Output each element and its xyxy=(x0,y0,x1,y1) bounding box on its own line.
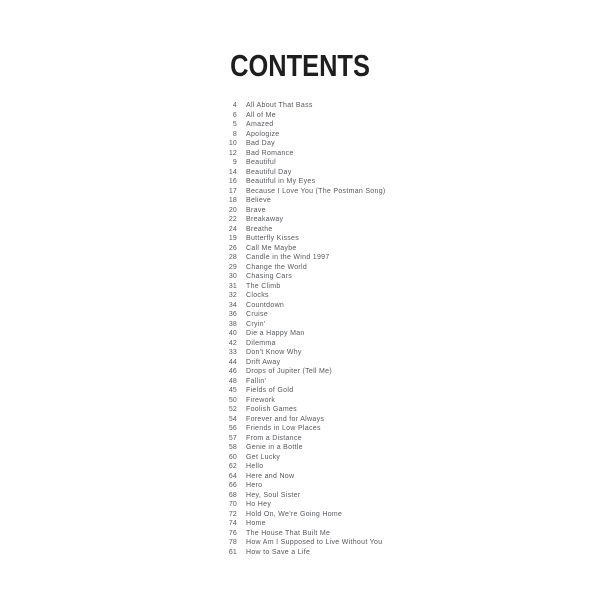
toc-song-title: The Climb xyxy=(246,282,281,290)
toc-song-title: Apologize xyxy=(246,130,280,138)
toc-song-title: Fields of Gold xyxy=(246,387,294,394)
toc-row xyxy=(205,491,565,501)
toc-song-title: Hold On, We're Going Home xyxy=(246,510,343,518)
toc-page-number: 58 xyxy=(228,444,237,451)
toc-row xyxy=(205,234,565,244)
toc-song-title: Dilemma xyxy=(246,339,276,347)
toc-row xyxy=(205,196,565,206)
toc-song-title: The House That Built Me xyxy=(246,529,331,537)
toc-page-number: 32 xyxy=(228,292,237,299)
toc-page-number: 26 xyxy=(228,244,237,252)
toc-row xyxy=(205,434,565,444)
toc-list xyxy=(205,101,565,557)
toc-song-title: Die a Happy Man xyxy=(246,330,305,337)
toc-page-number: 45 xyxy=(228,387,237,394)
toc-row xyxy=(205,472,565,482)
toc-row xyxy=(205,158,565,168)
toc-song-title: Firework xyxy=(246,396,276,404)
toc-row xyxy=(205,320,565,330)
toc-page-number: 34 xyxy=(228,301,237,309)
toc-page-number: 30 xyxy=(228,273,237,280)
toc-song-title: Get Lucky xyxy=(246,453,281,461)
toc-row xyxy=(205,358,565,368)
toc-song-title: Bad Day xyxy=(246,140,275,147)
toc-row xyxy=(205,149,565,159)
toc-song-title: Hero xyxy=(246,482,263,489)
toc-song-title: How Am I Supposed to Live Without You xyxy=(246,539,383,546)
toc-row xyxy=(205,272,565,282)
toc-page-number: 66 xyxy=(228,482,237,489)
toc-page-number: 38 xyxy=(228,320,237,328)
toc-page-number: 61 xyxy=(228,548,237,556)
toc-page-number: 42 xyxy=(228,339,237,347)
toc-page-number: 70 xyxy=(228,501,237,508)
toc-song-title: How to Save a Life xyxy=(246,548,311,556)
toc-page-number: 19 xyxy=(228,235,237,242)
toc-page-number: 74 xyxy=(228,520,237,527)
toc-row xyxy=(205,244,565,254)
toc-row xyxy=(205,405,565,415)
toc-song-title: Breathe xyxy=(246,225,273,233)
toc-page-number: 44 xyxy=(228,358,237,366)
toc-row xyxy=(205,424,565,434)
toc-row xyxy=(205,510,565,520)
toc-row xyxy=(205,168,565,178)
toc-row xyxy=(205,291,565,301)
toc-page-number: 12 xyxy=(228,149,237,157)
toc-page-number: 56 xyxy=(228,425,237,432)
toc-song-title: Chasing Cars xyxy=(246,273,293,280)
toc-row xyxy=(205,396,565,406)
toc-song-title: Cryin' xyxy=(246,320,266,328)
toc-page-number: 29 xyxy=(228,263,237,271)
toc-song-title: Forever and for Always xyxy=(246,415,325,423)
toc-song-title: Amazed xyxy=(246,121,274,128)
toc-page-number: 36 xyxy=(228,311,237,318)
toc-page-number: 6 xyxy=(232,111,237,119)
toc-song-title: Ho Hey xyxy=(246,501,272,508)
toc-row xyxy=(205,225,565,235)
toc-row xyxy=(205,538,565,548)
toc-song-title: Because I Love You (The Postman Song) xyxy=(246,187,386,195)
toc-page-number: 24 xyxy=(228,225,237,233)
toc-song-title: Genie in a Bottle xyxy=(246,444,303,451)
toc-page-number: 28 xyxy=(228,254,237,261)
toc-song-title: Call Me Maybe xyxy=(246,244,297,252)
toc-row xyxy=(205,301,565,311)
toc-song-title: Foolish Games xyxy=(246,406,297,413)
toc-row xyxy=(205,453,565,463)
toc-page-number: 50 xyxy=(228,396,237,404)
toc-song-title: Drops of Jupiter (Tell Me) xyxy=(246,368,332,375)
toc-row xyxy=(205,139,565,149)
toc-page-number: 17 xyxy=(228,187,237,195)
toc-page-number: 4 xyxy=(232,102,237,109)
toc-page-number: 10 xyxy=(228,140,237,147)
toc-row xyxy=(205,548,565,558)
toc-row xyxy=(205,462,565,472)
toc-song-title: All About That Bass xyxy=(246,102,313,109)
toc-page-number: 64 xyxy=(228,472,237,480)
toc-page-number: 46 xyxy=(228,368,237,375)
toc-row xyxy=(205,500,565,510)
toc-song-title: Brave xyxy=(246,206,266,214)
toc-song-title: Friends in Low Places xyxy=(246,425,321,432)
toc-page-number: 22 xyxy=(228,216,237,223)
toc-page-number: 33 xyxy=(228,349,237,356)
toc-song-title: Fallin' xyxy=(246,377,267,385)
toc-row xyxy=(205,519,565,529)
toc-song-title: Change the World xyxy=(246,263,308,271)
toc-page-number: 60 xyxy=(228,453,237,461)
toc-row xyxy=(205,215,565,225)
toc-page-number: 31 xyxy=(228,282,237,290)
toc-song-title: All of Me xyxy=(246,111,276,119)
toc-song-title: Beautiful in My Eyes xyxy=(246,178,316,185)
toc-song-title: Beautiful xyxy=(246,159,276,166)
toc-page-number: 52 xyxy=(228,406,237,413)
toc-row xyxy=(205,481,565,491)
toc-page-number: 20 xyxy=(228,206,237,214)
toc-row xyxy=(205,529,565,539)
toc-page-number: 16 xyxy=(228,178,237,185)
toc-page-number: 48 xyxy=(228,377,237,385)
toc-row xyxy=(205,377,565,387)
toc-song-title: Butterfly Kisses xyxy=(246,235,300,242)
toc-row xyxy=(205,111,565,121)
toc-row xyxy=(205,187,565,197)
toc-song-title: Countdown xyxy=(246,301,285,309)
toc-page-number: 76 xyxy=(228,529,237,537)
toc-page-number: 40 xyxy=(228,330,237,337)
toc-row xyxy=(205,386,565,396)
toc-page-number: 57 xyxy=(228,434,237,442)
toc-row xyxy=(205,120,565,130)
toc-song-title: From a Distance xyxy=(246,434,302,442)
toc-song-title: Home xyxy=(246,520,266,527)
toc-row xyxy=(205,348,565,358)
toc-song-title: Here and Now xyxy=(246,472,295,480)
toc-row xyxy=(205,282,565,292)
toc-page-number: 9 xyxy=(232,159,237,166)
toc-row xyxy=(205,253,565,263)
toc-song-title: Cruise xyxy=(246,311,269,318)
toc-song-title: Believe xyxy=(246,197,272,204)
toc-song-title: Hey, Soul Sister xyxy=(246,491,301,499)
toc-page-number: 72 xyxy=(228,510,237,518)
toc-row xyxy=(205,329,565,339)
toc-page-number: 14 xyxy=(228,168,237,176)
toc-song-title: Beautiful Day xyxy=(246,168,292,176)
toc-page-number: 78 xyxy=(228,539,237,546)
toc-page-number: 5 xyxy=(232,121,237,128)
toc-row xyxy=(205,206,565,216)
toc-song-title: Don't Know Why xyxy=(246,349,302,356)
toc-song-title: Drift Away xyxy=(246,358,281,366)
toc-page-number: 62 xyxy=(228,463,237,470)
toc-page-number: 8 xyxy=(232,130,237,138)
toc-song-title: Clocks xyxy=(246,292,269,299)
toc-song-title: Candle in the Wind 1997 xyxy=(246,254,330,261)
toc-row xyxy=(205,177,565,187)
toc-page-number: 18 xyxy=(228,197,237,204)
toc-song-title: Breakaway xyxy=(246,216,284,223)
toc-page-number: 54 xyxy=(228,415,237,423)
toc-page-number: 68 xyxy=(228,491,237,499)
toc-row xyxy=(205,130,565,140)
toc-row xyxy=(205,443,565,453)
toc-row xyxy=(205,339,565,349)
toc-song-title: Hello xyxy=(246,463,264,470)
page-title: CONTENTS xyxy=(230,48,370,83)
toc-row xyxy=(205,101,565,111)
toc-row xyxy=(205,415,565,425)
toc-row xyxy=(205,263,565,273)
toc-song-title: Bad Romance xyxy=(246,149,294,157)
toc-row xyxy=(205,310,565,320)
toc-row xyxy=(205,367,565,377)
